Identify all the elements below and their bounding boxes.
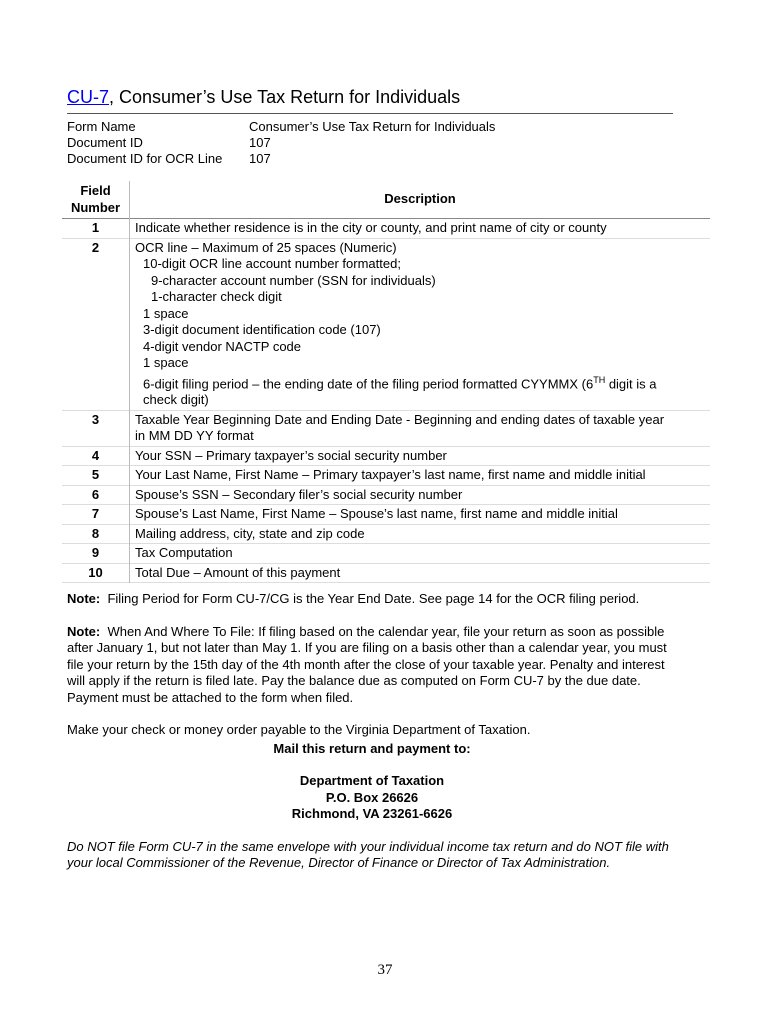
note-paragraph — [67, 591, 677, 608]
address-line: Department of Taxation — [299, 773, 445, 788]
field-description — [130, 410, 711, 446]
field-description: Spouse’s SSN – Secondary filer’s social security number — [130, 485, 711, 505]
title-divider — [67, 113, 673, 114]
address-line: Richmond, VA 23261-6626 — [291, 806, 453, 821]
table-row — [62, 410, 710, 446]
table-row — [62, 466, 710, 486]
description-header: Description — [130, 181, 711, 219]
form-meta — [67, 119, 495, 167]
note-label: Note: — [67, 623, 101, 639]
note-text: When And Where To File: If filing based on the calendar year, file your return as soon as possible after January 1, but not later than May 1. If you are filing on a basis other than a calendar year, you must file your return by the 15th day of the 4th month after the close of your taxable year. Penalty and interest will apply if the return is filed late. Pay the balance due as computed on Form CU-7 by the due date. Payment must be attached to the form when filed. — [67, 623, 667, 705]
desc-line: 1-character check digit — [151, 289, 282, 304]
table-header-row — [62, 181, 710, 219]
desc-line: 4-digit vendor NACTP code — [143, 338, 302, 354]
desc-line: 1 space — [143, 355, 189, 370]
meta-value: 107 — [249, 135, 271, 150]
desc-line — [135, 372, 709, 393]
field-number: 4 — [91, 447, 100, 463]
desc-line: 1 space — [143, 305, 189, 321]
desc-line: OCR line – Maximum of 25 spaces (Numeric) — [135, 239, 397, 255]
field-description: Your SSN – Primary taxpayer’s social security number — [130, 446, 711, 466]
table-row — [62, 485, 710, 505]
field-description — [130, 238, 711, 410]
field-number: 6 — [91, 486, 100, 502]
desc-text: digit is a — [605, 375, 657, 391]
meta-row — [67, 119, 495, 135]
table-row — [62, 524, 710, 544]
desc-line: 10-digit OCR line account number formatted; — [143, 256, 401, 271]
note-text: Filing Period for Form CU-7/CG is the Year End Date. See page 14 for the OCR filing period. — [107, 591, 640, 606]
note-paragraph — [67, 624, 677, 707]
meta-label: Document ID for OCR Line — [67, 151, 223, 166]
desc-line: 3-digit document identification code (107) — [143, 322, 381, 337]
field-description: Indicate whether residence is in the city or county, and print name of city or county — [130, 219, 711, 239]
note-label: Note: — [67, 591, 101, 606]
field-number: 10 — [88, 564, 103, 580]
field-number: 8 — [91, 525, 100, 541]
desc-line: in MM DD YY format — [135, 428, 254, 444]
field-description: Tax Computation — [130, 544, 711, 564]
field-number: 2 — [91, 239, 100, 255]
table-row — [62, 238, 710, 410]
desc-line: Taxable Year Beginning Date and Ending Date - Beginning and ending dates of taxable year — [135, 411, 665, 427]
field-number: 9 — [91, 545, 100, 561]
superscript: TH — [593, 374, 606, 385]
meta-label: Document ID — [67, 135, 143, 150]
field-description: Mailing address, city, state and zip code — [130, 524, 711, 544]
title-text: , Consumer’s Use Tax Return for Individuals — [109, 87, 461, 107]
field-number: 7 — [91, 506, 100, 522]
field-number-header — [62, 181, 130, 219]
meta-label: Form Name — [67, 119, 136, 134]
warning-text: Do NOT file Form CU-7 in the same envelope with your individual income tax return and do NOT file with your local Commissioner of the Revenue, Director of Finance or Director of Tax Administration. — [67, 838, 669, 870]
desc-line: check digit) — [143, 392, 209, 408]
field-description: Total Due – Amount of this payment — [130, 563, 711, 583]
meta-row — [67, 151, 495, 167]
meta-value: 107 — [249, 151, 271, 166]
table-row — [62, 446, 710, 466]
field-number: 1 — [91, 220, 100, 235]
field-number: 5 — [91, 467, 100, 483]
page-number: 37 — [377, 962, 393, 978]
table-row — [62, 505, 710, 525]
desc-text: 6-digit filing period – the ending date of the filing period formatted CYYMMX (6 — [143, 375, 594, 391]
header-line: Field — [80, 183, 111, 198]
field-number: 3 — [91, 411, 100, 427]
field-description: Spouse’s Last Name, First Name – Spouse’s last name, first name and middle initial — [130, 505, 711, 525]
mailing-address — [67, 773, 677, 823]
header-line: Number — [70, 199, 121, 215]
field-description: Your Last Name, First Name – Primary taxpayer’s last name, first name and middle initial — [130, 466, 711, 486]
meta-value: Consumer’s Use Tax Return for Individuals — [249, 119, 496, 134]
page-title — [67, 86, 460, 108]
notes-section — [67, 591, 677, 888]
payable-text: Make your check or money order payable to the Virginia Department of Taxation. — [67, 722, 531, 737]
table-row — [62, 219, 710, 239]
table-row — [62, 563, 710, 583]
mail-heading: Mail this return and payment to: — [273, 740, 471, 756]
table-row — [62, 544, 710, 564]
address-line: P.O. Box 26626 — [325, 789, 419, 805]
field-table — [62, 181, 710, 583]
form-link[interactable]: CU-7 — [67, 87, 110, 107]
desc-line: 9-character account number (SSN for individuals) — [151, 272, 436, 288]
meta-row — [67, 135, 495, 151]
